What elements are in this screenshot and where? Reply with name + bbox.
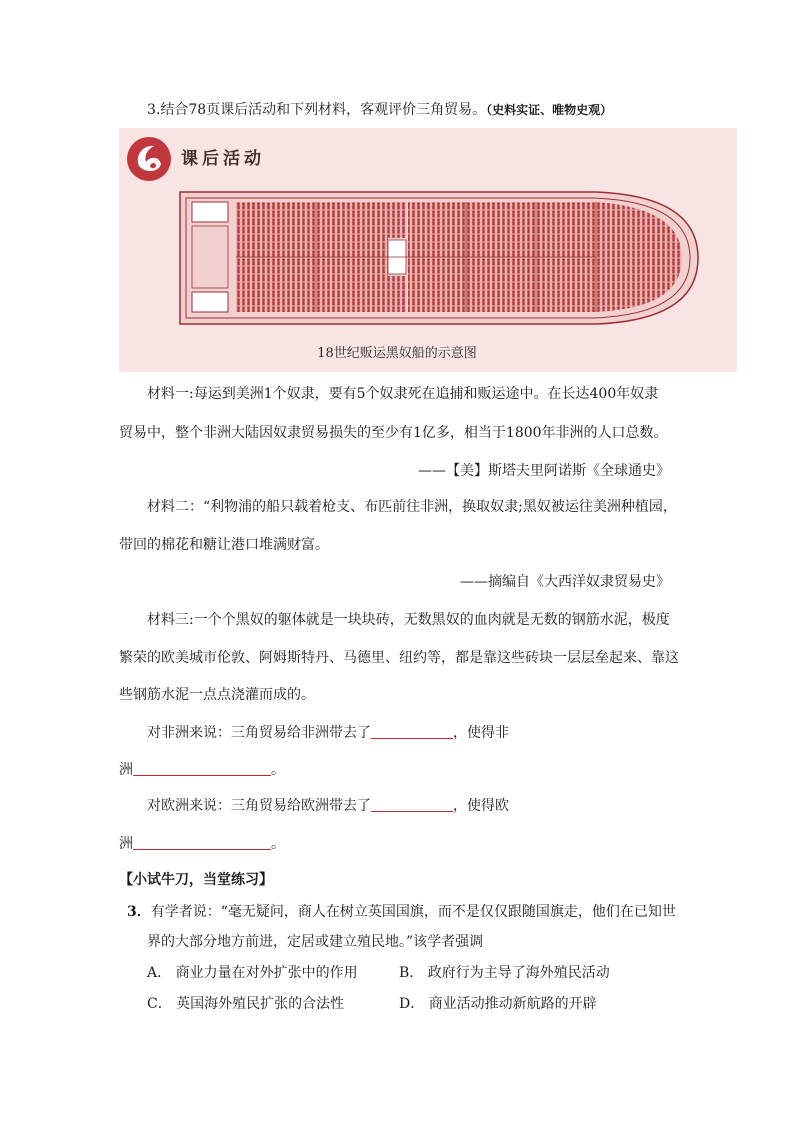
- option-a[interactable]: [147, 962, 358, 982]
- question-3: [147, 100, 612, 120]
- option-b-label: B．: [399, 965, 424, 981]
- material-2-line-2: 带回的棉花和糖让港口堆满财富。: [119, 537, 329, 553]
- africa-fill-mid: ，使得非: [453, 725, 509, 741]
- material-1-line-1: 材料一:每运到美洲1个奴隶，要有5个奴隶死在追捕和贩运途中。在长达400年奴隶: [147, 386, 659, 402]
- option-a-text: 商业力量在对外扩张中的作用: [175, 965, 358, 981]
- question-3-text: 3.结合78页课后活动和下列材料，客观评价三角贸易。: [147, 102, 487, 118]
- option-d-text: 商业活动推动新航路的开辟: [428, 996, 597, 1012]
- material-3-line-1: 材料三:一个个黑奴的躯体就是一块块砖，无数黑奴的血肉就是无数的钢筋水泥，极度: [147, 612, 670, 628]
- option-d[interactable]: [399, 993, 597, 1013]
- practice-heading: 【小试牛刀，当堂练习】: [119, 872, 273, 888]
- activity-logo-icon: [126, 136, 172, 182]
- option-c-label: C．: [147, 996, 172, 1012]
- europe-fill-cont: 洲: [119, 836, 133, 852]
- africa-blank-2[interactable]: [133, 761, 271, 776]
- practice-question-text-2: 界的大部分地方前进，定居或建立殖民地。”该学者强调: [147, 934, 484, 950]
- africa-fill-prefix: 对非洲来说：三角贸易给非洲带去了: [147, 725, 371, 741]
- option-c[interactable]: [147, 993, 344, 1013]
- question-3-note: （史料实证、唯物史观）: [486, 103, 613, 117]
- practice-question-number: 3．: [127, 904, 151, 920]
- slave-ship-diagram-icon: [176, 186, 700, 330]
- material-2-source: ——摘编自《大西洋奴隶贸易史》: [460, 574, 670, 590]
- practice-question-text-1: 有学者说：“毫无疑问，商人在树立英国国旗，而不是仅仅跟随国旗走，他们在已知世: [150, 904, 676, 920]
- africa-blank-1[interactable]: [371, 724, 453, 739]
- option-b[interactable]: [399, 962, 610, 982]
- africa-fill-continuation: [119, 760, 285, 780]
- europe-fill-mid: ，使得欧: [453, 798, 509, 814]
- europe-fill-prefix: 对欧洲来说：三角贸易给欧洲带去了: [147, 798, 371, 814]
- europe-fill-period: 。: [271, 836, 285, 852]
- activity-title: 课后活动: [181, 149, 265, 169]
- europe-fill-line: [147, 796, 509, 816]
- europe-blank-2[interactable]: [133, 835, 271, 850]
- material-1-source: ——【美】斯塔夫里阿诺斯《全球通史》: [418, 463, 670, 479]
- africa-fill-line: [147, 723, 509, 743]
- europe-fill-continuation: [119, 834, 285, 854]
- material-2-line-1: 材料二：“利物浦的船只载着枪支、布匹前往非洲，换取奴隶;黑奴被运往美洲种植园，: [147, 499, 677, 515]
- africa-fill-period: 。: [271, 762, 285, 778]
- practice-question-line-1: [127, 902, 676, 922]
- ship-caption: 18世纪贩运黑奴船的示意图: [317, 346, 477, 361]
- option-a-label: A．: [147, 965, 172, 981]
- material-3-line-3: 些钢筋水泥一点点浇灌而成的。: [119, 687, 315, 703]
- option-d-label: D．: [399, 996, 425, 1012]
- material-1-line-2: 贸易中，整个非洲大陆因奴隶贸易损失的至少有1亿多，相当于1800年非洲的人口总数。: [119, 425, 668, 441]
- europe-blank-1[interactable]: [371, 797, 453, 812]
- option-c-text: 英国海外殖民扩张的合法性: [176, 996, 345, 1012]
- africa-fill-cont: 洲: [119, 762, 133, 778]
- option-b-text: 政府行为主导了海外殖民活动: [427, 965, 610, 981]
- material-3-line-2: 繁荣的欧美城市伦敦、阿姆斯特丹、马德里、纽约等，都是靠这些砖块一层层垒起来、靠这: [119, 650, 679, 666]
